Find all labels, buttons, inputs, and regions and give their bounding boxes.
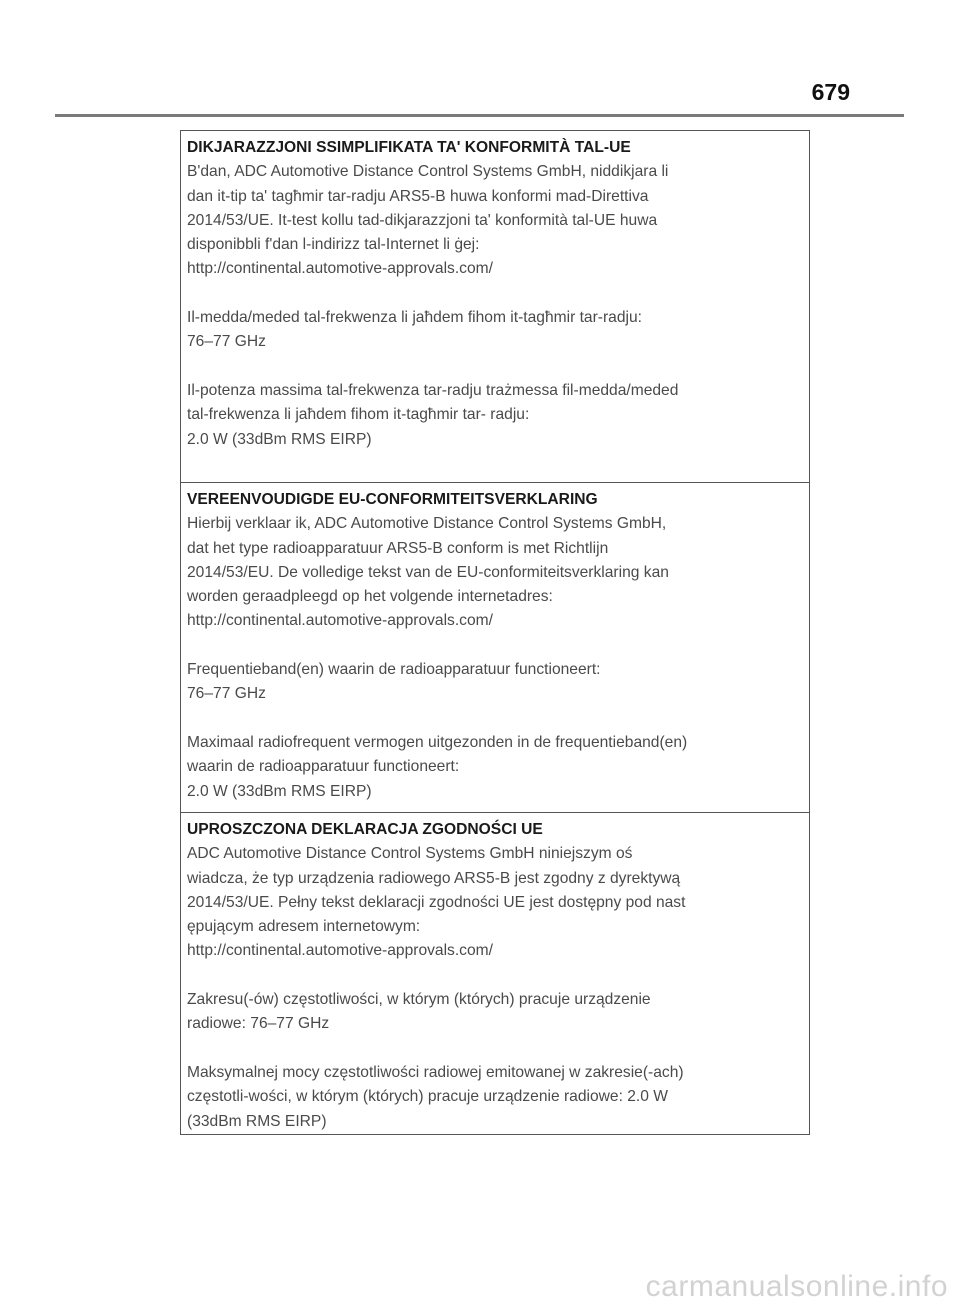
text-line: Maksymalnej mocy częstotliwości radiowej emitowanej w zakresie(-ach) <box>187 1063 684 1081</box>
text-line: ępującym adresem internetowym: <box>187 918 421 936</box>
text-line: B'dan, ADC Automotive Distance Control Systems GmbH, niddikjara li <box>187 163 669 181</box>
page-number: 679 <box>811 79 850 105</box>
text-line: Frequentieband(en) waarin de radioapparatuur functioneert: <box>187 661 601 679</box>
url-line: http://continental.automotive-approvals.com/ <box>187 612 493 630</box>
frequency-value: radiowe: 76–77 GHz <box>187 1015 330 1033</box>
text-line: wiadcza, że typ urządzenia radiowego ARS5-B jest zgodny z dyrektywą <box>187 869 681 887</box>
frequency-value: 76–77 GHz <box>187 333 266 351</box>
text-line: częstotli-wości, w którym (których) pracuje urządzenie radiowe: 2.0 W <box>187 1088 668 1106</box>
section-heading: VEREENVOUDIGDE EU-CONFORMITEITSVERKLARING <box>187 491 598 508</box>
header-rule <box>55 114 904 117</box>
power-value: (33dBm RMS EIRP) <box>187 1112 327 1130</box>
text-line: Hierbij verklaar ik, ADC Automotive Distance Control Systems GmbH, <box>187 515 667 533</box>
declaration-section-dutch <box>181 483 809 813</box>
text-line: 2014/53/EU. De volledige tekst van de EU-conformiteitsverklaring kan <box>187 563 669 581</box>
declaration-table <box>180 130 810 1135</box>
text-line: dan it-tip ta' tagħmir tar-radju ARS5-B huwa konformi mad-Direttiva <box>187 187 649 205</box>
url-line: http://continental.automotive-approvals.com/ <box>187 260 493 278</box>
text-line: Il-potenza massima tal-frekwenza tar-radju trażmessa fil-medda/meded <box>187 381 679 399</box>
text-line: waarin de radioapparatuur functioneert: <box>187 758 460 776</box>
text-line: worden geraadpleegd op het volgende internetadres: <box>187 588 553 606</box>
text-line: tal-frekwenza li jaħdem fihom it-tagħmir tar- radju: <box>187 406 530 424</box>
text-line: 2014/53/UE. Pełny tekst deklaracji zgodności UE jest dostępny pod nast <box>187 893 686 911</box>
text-line: disponibbli f'dan l-indirizz tal-Internet li ġej: <box>187 236 480 254</box>
text-line: Zakresu(-ów) częstotliwości, w którym (których) pracuje urządzenie <box>187 991 651 1009</box>
declaration-section-polish <box>181 813 809 1134</box>
text-line: Il-medda/meded tal-frekwenza li jaħdem fihom it-tagħmir tar-radju: <box>187 309 642 327</box>
frequency-value: 76–77 GHz <box>187 685 266 703</box>
power-value: 2.0 W (33dBm RMS EIRP) <box>187 782 372 800</box>
section-heading: DIKJARAZZJONI SSIMPLIFIKATA TA' KONFORMITÀ TAL-UE <box>187 139 631 156</box>
declaration-section-maltese <box>181 131 809 483</box>
text-line: dat het type radioapparatuur ARS5-B conform is met Richtlijn <box>187 539 609 557</box>
url-line: http://continental.automotive-approvals.com/ <box>187 942 493 960</box>
section-heading: UPROSZCZONA DEKLARACJA ZGODNOŚCI UE <box>187 821 543 838</box>
text-line: ADC Automotive Distance Control Systems GmbH niniejszym oś <box>187 845 633 863</box>
watermark: carmanualsonline.info <box>645 1270 948 1303</box>
power-value: 2.0 W (33dBm RMS EIRP) <box>187 430 372 448</box>
text-line: 2014/53/UE. It-test kollu tad-dikjarazzjoni ta' konformità tal-UE huwa <box>187 211 658 229</box>
text-line: Maximaal radiofrequent vermogen uitgezonden in de frequentieband(en) <box>187 733 688 751</box>
